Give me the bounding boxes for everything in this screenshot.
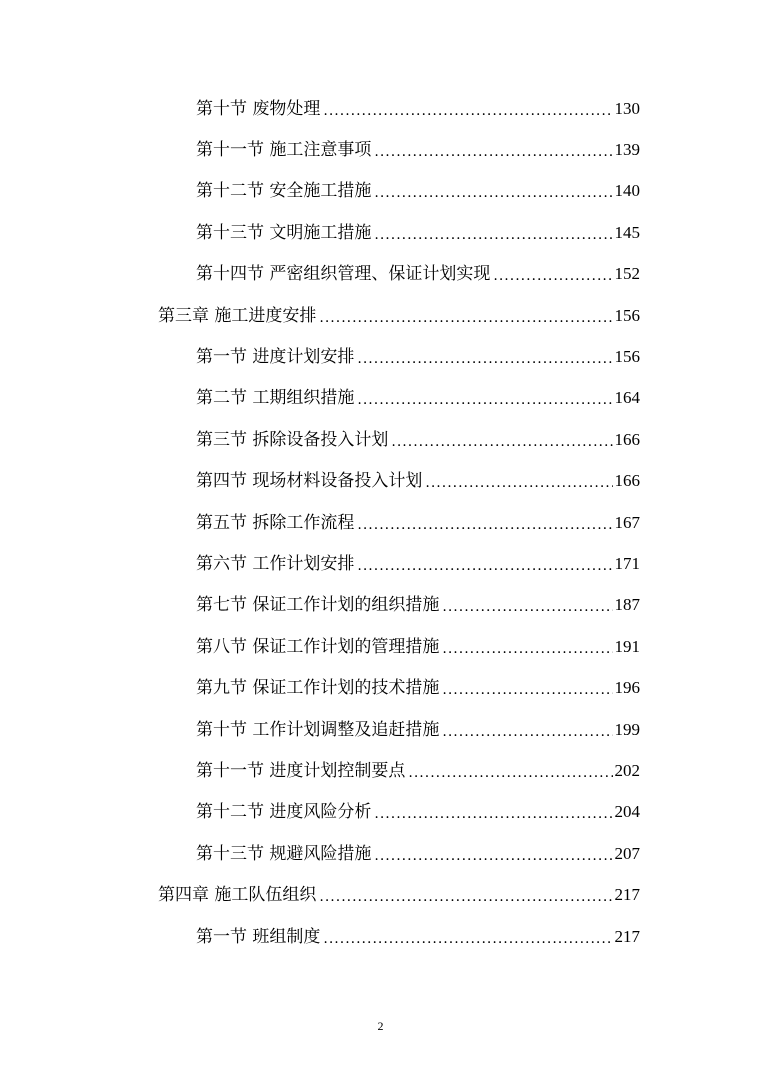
toc-entry-page: 204 [614,802,640,822]
toc-leader-dots [374,182,612,204]
toc-entry-page: 140 [614,181,640,201]
toc-entry[interactable] [0,709,640,750]
toc-leader-dots [391,431,612,453]
toc-entry-title: 第十节 工作计划调整及追赶措施 [196,719,440,740]
toc-leader-dots [374,141,612,163]
toc-leader-dots [374,224,612,246]
toc-entry[interactable] [0,129,640,170]
toc-leader-dots [374,803,612,825]
toc-entry[interactable] [0,502,640,543]
toc-entry-page: 130 [614,98,640,118]
toc-entry[interactable] [0,378,640,419]
toc-entry[interactable] [0,833,640,874]
toc-entry-title: 第十节 废物处理 [196,98,321,119]
toc-leader-dots [357,389,612,411]
toc-entry-page: 164 [614,388,640,408]
toc-entry[interactable] [0,792,640,833]
page-number: 2 [377,1019,384,1033]
toc-entry-title: 第八节 保证工作计划的管理措施 [196,636,440,657]
toc-leader-dots [374,845,612,867]
toc-entry-page: 202 [614,760,640,780]
toc-leader-dots [408,762,612,784]
toc-entry-page: 167 [614,512,640,532]
toc-entry[interactable] [0,585,640,626]
table-of-contents [0,88,761,957]
toc-leader-dots [319,307,612,329]
toc-entry[interactable] [0,750,640,791]
toc-entry-page: 199 [614,719,640,739]
toc-leader-dots [425,472,612,494]
toc-entry-page: 196 [614,678,640,698]
toc-entry[interactable] [0,419,640,460]
toc-entry-title: 第四章 施工队伍组织 [158,885,317,906]
toc-entry-title: 第三章 施工进度安排 [158,305,317,326]
toc-entry-title: 第六节 工作计划安排 [196,553,355,574]
toc-entry-page: 156 [614,305,640,325]
toc-entry-page: 156 [614,347,640,367]
toc-entry[interactable] [0,171,640,212]
toc-entry[interactable] [0,212,640,253]
toc-entry-page: 166 [614,471,640,491]
toc-leader-dots [442,596,612,618]
toc-entry-title: 第一节 进度计划安排 [196,347,355,368]
toc-entry-title: 第十二节 进度风险分析 [196,802,372,823]
toc-entry-page: 166 [614,429,640,449]
toc-entry-page: 145 [614,222,640,242]
toc-entry[interactable] [0,667,640,708]
toc-entry-title: 第五节 拆除工作流程 [196,512,355,533]
toc-entry-title: 第二节 工期组织措施 [196,388,355,409]
toc-entry-title: 第十一节 进度计划控制要点 [196,760,406,781]
toc-entry-title: 第三节 拆除设备投入计划 [196,429,389,450]
toc-chapter-entry[interactable] [0,295,640,336]
toc-chapter-entry[interactable] [0,874,640,915]
toc-leader-dots [357,555,612,577]
toc-leader-dots [442,721,612,743]
toc-leader-dots [319,886,612,908]
toc-entry[interactable] [0,626,640,667]
toc-entry[interactable] [0,336,640,377]
toc-entry-title: 第一节 班组制度 [196,926,321,947]
toc-entry[interactable] [0,88,640,129]
toc-entry-title: 第十一节 施工注意事项 [196,140,372,161]
toc-entry-page: 152 [614,264,640,284]
toc-entry-title: 第九节 保证工作计划的技术措施 [196,678,440,699]
toc-entry[interactable] [0,461,640,502]
toc-leader-dots [493,265,612,287]
toc-leader-dots [323,100,612,122]
toc-leader-dots [357,514,612,536]
toc-entry-page: 187 [614,595,640,615]
toc-entry-page: 207 [614,843,640,863]
toc-entry-title: 第十三节 文明施工措施 [196,222,372,243]
toc-entry-page: 171 [614,553,640,573]
toc-leader-dots [357,348,612,370]
toc-entry-title: 第十三节 规避风险措施 [196,843,372,864]
toc-entry-page: 217 [614,926,640,946]
toc-entry-page: 191 [614,636,640,656]
toc-entry-title: 第四节 现场材料设备投入计划 [196,471,423,492]
toc-entry[interactable] [0,916,640,957]
toc-entry-title: 第七节 保证工作计划的组织措施 [196,595,440,616]
toc-entry-page: 217 [614,885,640,905]
toc-entry-page: 139 [614,140,640,160]
toc-entry-title: 第十二节 安全施工措施 [196,181,372,202]
toc-leader-dots [323,928,612,950]
toc-entry[interactable] [0,543,640,584]
toc-leader-dots [442,638,612,660]
toc-entry-title: 第十四节 严密组织管理、保证计划实现 [196,264,491,285]
toc-entry[interactable] [0,254,640,295]
toc-leader-dots [442,679,612,701]
